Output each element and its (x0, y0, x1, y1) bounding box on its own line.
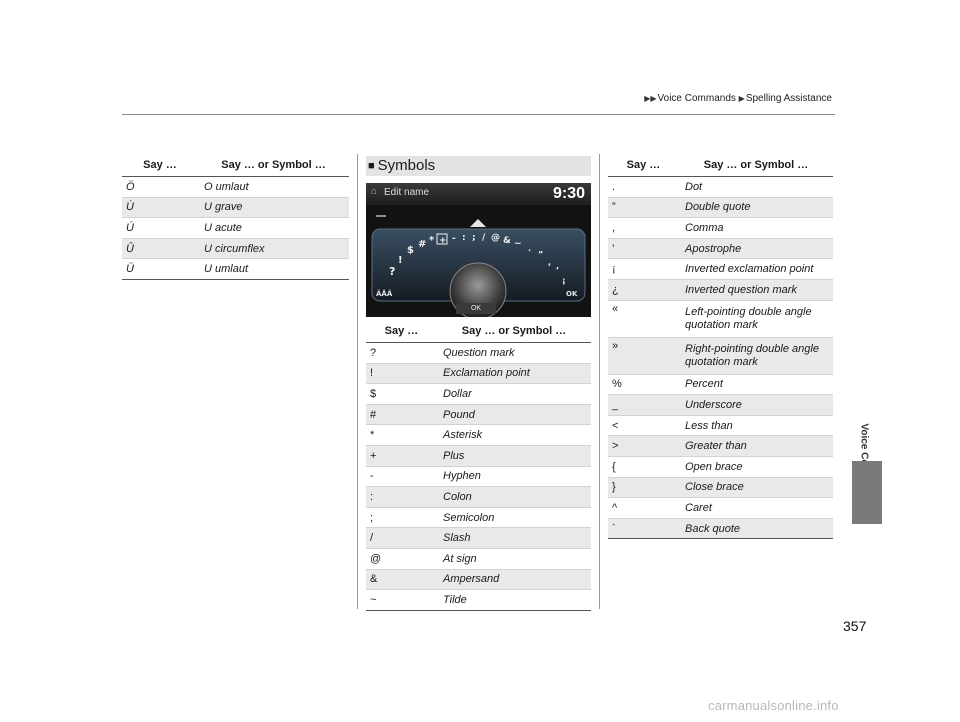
svg-text:.: . (528, 244, 532, 253)
symbol-name-cell: Open brace (679, 456, 833, 477)
say-cell: Ù (122, 197, 198, 218)
say-cell: Ü (122, 259, 198, 280)
symbol-name-cell: Back quote (679, 518, 833, 539)
svg-text:*: * (429, 235, 435, 246)
symbol-name-cell: Less than (679, 415, 833, 436)
table-header-say-or-symbol: Say … or Symbol … (437, 320, 591, 343)
svg-text:’: ’ (556, 266, 560, 275)
screen-corner-ok: OK (566, 290, 578, 298)
symbol-name-cell: Close brace (679, 477, 833, 498)
breadcrumb-arrow-icon: ▶▶ (644, 94, 657, 103)
say-cell: , (608, 218, 679, 239)
svg-text:?: ? (389, 265, 396, 278)
symbol-name-cell: Asterisk (437, 425, 591, 446)
symbol-name-cell: Comma (679, 218, 833, 239)
symbol-name-cell: Caret (679, 498, 833, 519)
column-divider (599, 154, 600, 609)
say-cell: > (608, 436, 679, 457)
header-rule (122, 114, 835, 115)
say-cell: ? (366, 343, 437, 364)
symbol-name-cell: O umlaut (198, 177, 349, 198)
svg-text:;: ; (472, 233, 476, 243)
table-row (608, 456, 833, 477)
symbols-heading: ■ Symbols (366, 156, 591, 176)
table-row (366, 343, 591, 364)
say-cell: ” (608, 197, 679, 218)
symbol-name-cell: Inverted question mark (679, 279, 833, 300)
symbol-name-cell: Hyphen (437, 466, 591, 487)
section-tab-marker (852, 461, 882, 524)
svg-text:@: @ (491, 233, 500, 243)
say-cell: Û (122, 238, 198, 259)
table-header-say-or-symbol: Say … or Symbol … (679, 154, 833, 177)
say-cell: / (366, 528, 437, 549)
svg-text:!: ! (398, 255, 403, 266)
screen-title: Edit name (384, 187, 430, 198)
page-number: 357 (843, 618, 867, 634)
symbol-name-cell: Plus (437, 445, 591, 466)
table-row (608, 279, 833, 300)
table-row (608, 259, 833, 280)
table-row (608, 337, 833, 374)
say-cell: : (366, 487, 437, 508)
say-cell: Ú (122, 218, 198, 239)
table-row (366, 466, 591, 487)
table-row (366, 528, 591, 549)
table-row (608, 477, 833, 498)
breadcrumb-arrow-icon: ▶ (738, 94, 745, 103)
table-row (366, 507, 591, 528)
svg-text:”: ” (538, 250, 544, 259)
say-cell: } (608, 477, 679, 498)
symbol-name-cell: Left-pointing double angle quotation mark (679, 300, 833, 337)
table-row (608, 197, 833, 218)
table-header-say: Say … (366, 320, 437, 343)
breadcrumb-part-2: Spelling Assistance (745, 93, 832, 104)
say-cell: + (366, 445, 437, 466)
svg-text:&: & (503, 236, 511, 246)
symbol-name-cell: Right-pointing double angle quotation mark (679, 337, 833, 374)
table-row (608, 238, 833, 259)
table-row (366, 363, 591, 384)
table-row (366, 425, 591, 446)
symbol-name-cell: At sign (437, 548, 591, 569)
table-row (608, 374, 833, 395)
symbol-name-cell: Inverted exclamation point (679, 259, 833, 280)
symbol-name-cell: Double quote (679, 197, 833, 218)
symbol-name-cell: U grave (198, 197, 349, 218)
svg-text:~: ~ (514, 239, 522, 249)
table-row (122, 218, 349, 239)
svg-text:¡: ¡ (562, 276, 566, 285)
symbol-name-cell: Question mark (437, 343, 591, 364)
svg-text:+: + (439, 236, 447, 246)
say-cell: Ö (122, 177, 198, 198)
say-cell: - (366, 466, 437, 487)
table-row (608, 395, 833, 416)
symbol-name-cell: Percent (679, 374, 833, 395)
svg-text:$: $ (407, 245, 414, 256)
table-row (366, 384, 591, 405)
symbol-name-cell: Pound (437, 404, 591, 425)
symbol-name-cell: Underscore (679, 395, 833, 416)
svg-text:-: - (452, 234, 456, 244)
symbol-name-cell: Semicolon (437, 507, 591, 528)
watermark: carmanualsonline.info (708, 698, 839, 713)
symbol-name-cell: Apostrophe (679, 238, 833, 259)
breadcrumb (644, 93, 832, 104)
symbols-table (366, 320, 591, 611)
table-header-say-or-symbol: Say … or Symbol … (198, 154, 349, 177)
symbol-name-cell: U circumflex (198, 238, 349, 259)
symbol-name-cell: U acute (198, 218, 349, 239)
table-row (122, 238, 349, 259)
home-icon: ⌂ (371, 186, 378, 197)
say-cell: # (366, 404, 437, 425)
table-row (608, 177, 833, 198)
say-cell: % (608, 374, 679, 395)
table-row (122, 177, 349, 198)
say-cell: » (608, 337, 679, 374)
table-row (122, 259, 349, 280)
dial-up-arrow-icon (470, 219, 486, 227)
accented-letters-table (122, 154, 349, 280)
table-row (608, 518, 833, 539)
symbol-name-cell: Colon (437, 487, 591, 508)
symbol-name-cell: Slash (437, 528, 591, 549)
screen-corner-left: ÄÅÄ (376, 290, 393, 298)
svg-text:#: # (418, 239, 427, 250)
say-cell: ’ (608, 238, 679, 259)
symbol-name-cell: Dollar (437, 384, 591, 405)
say-cell: * (366, 425, 437, 446)
say-cell: ~ (366, 590, 437, 611)
table-row (366, 569, 591, 590)
say-cell: ; (366, 507, 437, 528)
edit-name-screen-illustration (366, 183, 591, 317)
svg-text::: : (462, 233, 466, 243)
symbol-name-cell: U umlaut (198, 259, 349, 280)
symbol-name-cell: Ampersand (437, 569, 591, 590)
say-cell: _ (608, 395, 679, 416)
breadcrumb-part-1: Voice Commands (657, 93, 736, 104)
screen-clock: 9:30 (552, 185, 585, 202)
table-header-say: Say … (608, 154, 679, 177)
say-cell: $ (366, 384, 437, 405)
say-cell: @ (366, 548, 437, 569)
say-cell: . (608, 177, 679, 198)
say-cell: < (608, 415, 679, 436)
svg-text:,: , (548, 258, 552, 267)
table-row (366, 487, 591, 508)
character-dial-graphic (366, 183, 591, 317)
square-bullet-icon: ■ (368, 160, 375, 172)
say-cell: & (366, 569, 437, 590)
symbol-name-cell: Dot (679, 177, 833, 198)
table-row (366, 404, 591, 425)
table-row (366, 445, 591, 466)
say-cell: ` (608, 518, 679, 539)
table-row (608, 498, 833, 519)
punctuation-table (608, 154, 833, 539)
table-row (608, 415, 833, 436)
table-row (366, 590, 591, 611)
symbol-name-cell: Greater than (679, 436, 833, 457)
table-row (608, 300, 833, 337)
say-cell: { (608, 456, 679, 477)
say-cell: ¡ (608, 259, 679, 280)
column-divider (357, 154, 358, 609)
table-row (366, 548, 591, 569)
table-row (122, 197, 349, 218)
symbol-name-cell: Exclamation point (437, 363, 591, 384)
table-header-say: Say … (122, 154, 198, 177)
svg-text:/: / (482, 233, 486, 243)
table-row (608, 436, 833, 457)
say-cell: « (608, 300, 679, 337)
screen-ok-label: OK (456, 303, 496, 314)
table-row (608, 218, 833, 239)
say-cell: ^ (608, 498, 679, 519)
say-cell: ¿ (608, 279, 679, 300)
symbol-name-cell: Tilde (437, 590, 591, 611)
say-cell: ! (366, 363, 437, 384)
